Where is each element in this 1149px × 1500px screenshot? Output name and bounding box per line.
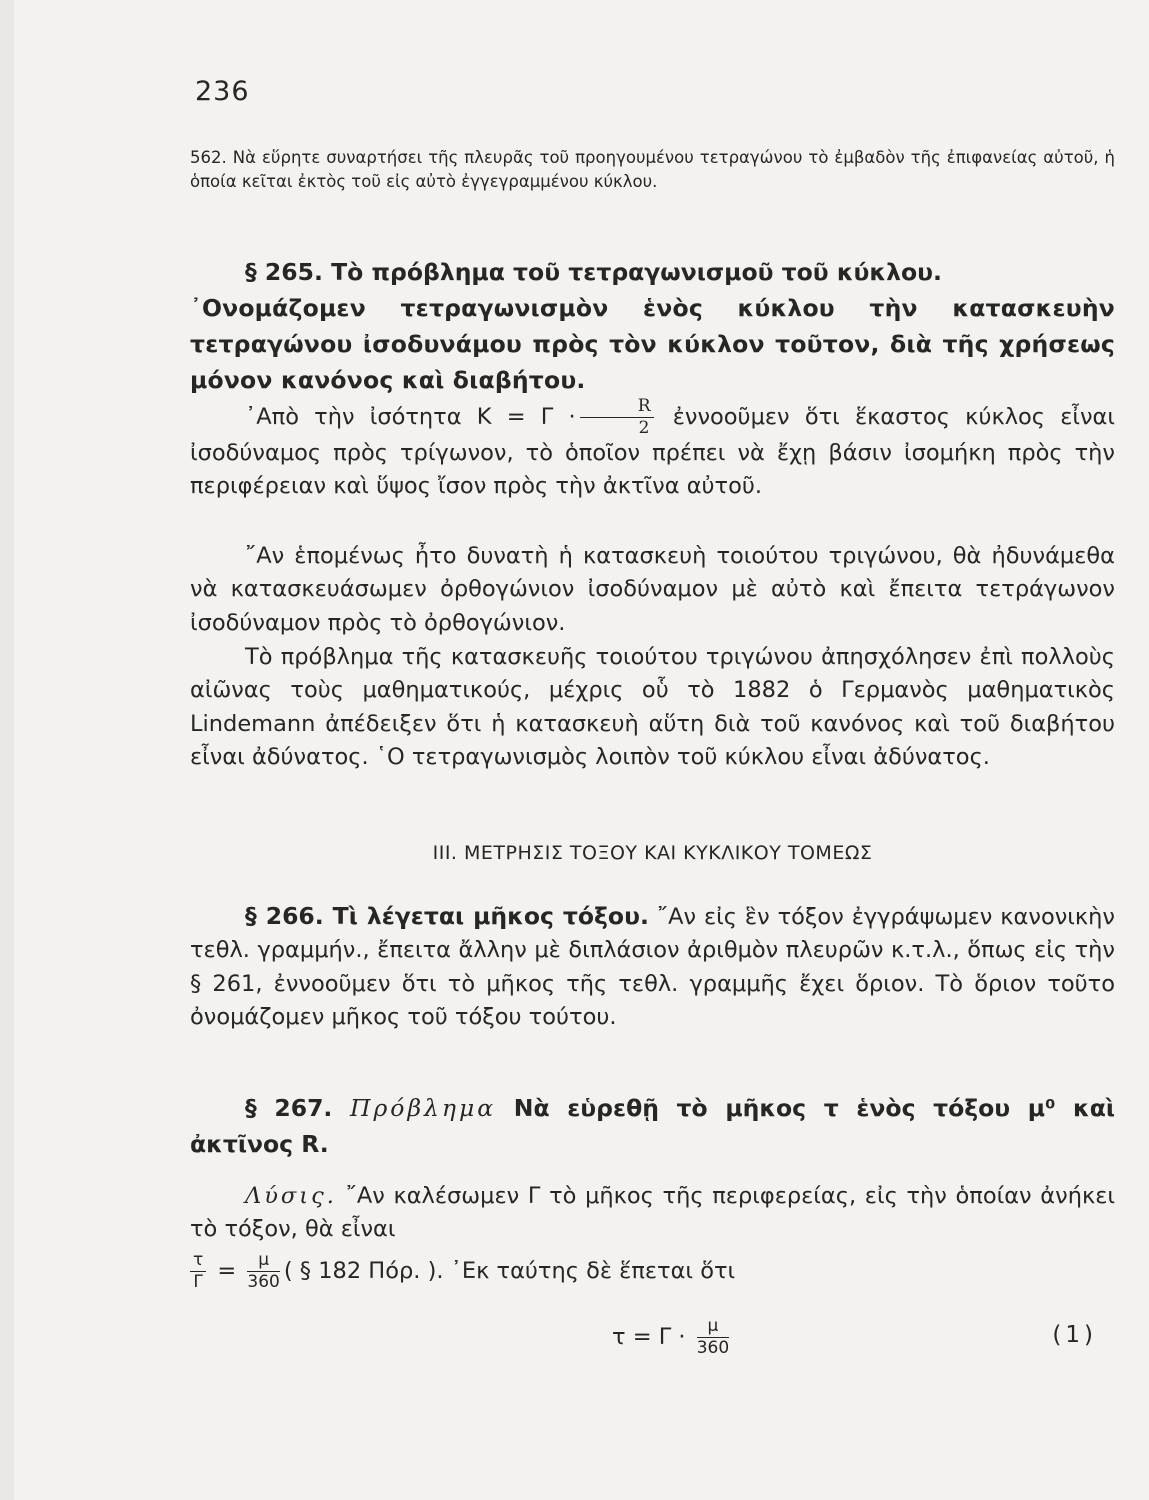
page-number: 236 bbox=[195, 76, 250, 107]
p1-before: ᾿Απὸ τὴν ἰσότητα Κ = Γ · bbox=[245, 404, 576, 430]
section-265-paragraph-2: ῎Αν ἑπομένως ἦτο δυνατὴ ἡ κατασκευὴ τοιούτου τριγώνου, θὰ ἠδυνάμεθα νὰ κατασκευάσωμεν ὀρθογώνιον ἰσοδύναμον μὲ αὐτὸ καὶ ἔπειτα τετράγωνον ἰσοδύναμον πρὸς τὸ ὀρθογώνιον. bbox=[190, 543, 1115, 636]
fraction-mu-over-360 bbox=[247, 1252, 279, 1291]
p1-after: ἐννοοῦμεν ὅτι ἕκαστος κύκλος εἶναι ἰσοδύναμος πρὸς τρίγωνον, τὸ ὁποῖον πρέπει νὰ ἔχῃ βάσιν ἰσομήκη πρὸς τὴν περιφέρειαν καὶ ὕψος ἴσον πρὸς τὴν ἀκτῖνα αὐτοῦ. bbox=[190, 404, 1116, 500]
eq2-numerator: μ bbox=[697, 1318, 729, 1338]
eq1-equals: = bbox=[217, 1258, 237, 1284]
equation-number: (1) bbox=[1052, 1322, 1097, 1348]
section-267-label: § 267. bbox=[245, 1094, 333, 1122]
eq1-right-denominator: 360 bbox=[247, 1272, 280, 1292]
section-265-paragraph-3: Τὸ πρόβλημα τῆς κατασκευῆς τοιούτου τριγώνου ἀπησχόλησεν ἐπὶ πολλοὺς αἰῶνας τοὺς μαθηματικούς, μέχρις οὗ τὸ 1882 ὁ Γερμανὸς μαθηματικὸς Lindemann ἀπέδειξεν ὅτι ἡ κατασκευὴ αὕτη διὰ τοῦ κανόνος καὶ τοῦ διαβήτου εἶναι ἀδύνατος. ῾Ο τετραγωνισμὸς λοιπὸν τοῦ κύκλου εἶναι ἀδύνατος. bbox=[190, 644, 1115, 771]
eq1-left-numerator: τ bbox=[190, 1252, 206, 1272]
problem-word: Πρόβλημα bbox=[349, 1094, 497, 1122]
solution-word: Λύσις. bbox=[245, 1183, 337, 1209]
frac-denominator: 2 bbox=[638, 418, 650, 438]
section-265-paragraph-1 bbox=[190, 398, 1115, 504]
section-266-text: ῎Αν εἰς ἓν τόξον ἐγγράψωμεν κανονικὴν τεθλ. γραμμήν., ἔπειτα ἄλλην μὲ διπλάσιον ἀριθμὸν πλευρῶν κ.τ.λ., ὅπως εἰς τὴν § 261, ἐννοοῦμεν ὅτι τὸ μῆκος τῆς τεθλ. γραμμῆς ἔχει ὅριον. Τὸ ὅριον τοῦτο ὀνομάζομεν μῆκος τοῦ τόξου τούτου. bbox=[190, 904, 1115, 1031]
section-265-definition: ᾿Ονομάζομεν τετραγωνισμὸν ἑνὸς κύκλου τὴν κατασκευὴν τετραγώνου ἰσοδυνάμου πρὸς τὸν κύκλον τοῦτον, διὰ τῆς χρήσεως μόνον κανόνος καὶ διαβήτου. bbox=[190, 294, 1115, 394]
equation-1 bbox=[186, 1252, 735, 1291]
eq1-reference: ( § 182 Πόρ. ). ᾿Εκ ταύτης δὲ ἕπεται ὅτι bbox=[283, 1258, 736, 1284]
problem-statement: Νὰ εὑρεθῇ τὸ μῆκος τ ἑνὸς τόξου μ⁰ καὶ ἀκτῖνος R. bbox=[190, 1094, 1115, 1158]
page-edge bbox=[0, 0, 14, 1500]
section-265-heading bbox=[190, 254, 1115, 290]
exercise-562: 562. Νὰ εὕρητε συναρτήσει τῆς πλευρᾶς τοῦ προηγουμένου τετραγώνου τὸ ἐμβαδὸν τῆς ἐπιφανείας αὐτοῦ, ἡ ὁποία κεῖται ἐκτὸς τοῦ εἰς αὐτὸ ἐγγεγραμμένου κύκλου. bbox=[190, 148, 1115, 191]
frac-numerator: R bbox=[580, 398, 654, 418]
section-266-heading: § 266. Τὶ λέγεται μῆκος τόξου. bbox=[245, 902, 649, 930]
fraction-tau-over-gamma bbox=[190, 1252, 206, 1291]
section-267-heading bbox=[190, 1090, 1115, 1162]
fraction-mu-over-360-2 bbox=[697, 1318, 729, 1357]
section-266 bbox=[190, 898, 1115, 1035]
eq1-right-numerator: μ bbox=[247, 1252, 279, 1272]
fraction-r-over-2 bbox=[580, 398, 654, 437]
eq2-left: τ = Γ · bbox=[612, 1324, 686, 1350]
eq1-left-denominator: Γ bbox=[193, 1272, 203, 1292]
solution-text: ῎Αν καλέσωμεν Γ τὸ μῆκος τῆς περιφερείας, εἰς τὴν ὁποίαν ἀνήκει τὸ τόξον, θὰ εἶναι bbox=[190, 1183, 1115, 1243]
section-265-title: § 265. Τὸ πρόβλημα τοῦ τετραγωνισμοῦ τοῦ κύκλου. bbox=[245, 258, 942, 286]
solution-paragraph bbox=[190, 1180, 1115, 1247]
equation-2 bbox=[612, 1318, 733, 1357]
eq2-denominator: 360 bbox=[696, 1338, 730, 1358]
section-iii-title: III. ΜΕΤΡΗΣΙΣ ΤΟΞΟΥ ΚΑΙ ΚΥΚΛΙΚΟΥ ΤΟΜΕΩΣ bbox=[432, 842, 873, 864]
